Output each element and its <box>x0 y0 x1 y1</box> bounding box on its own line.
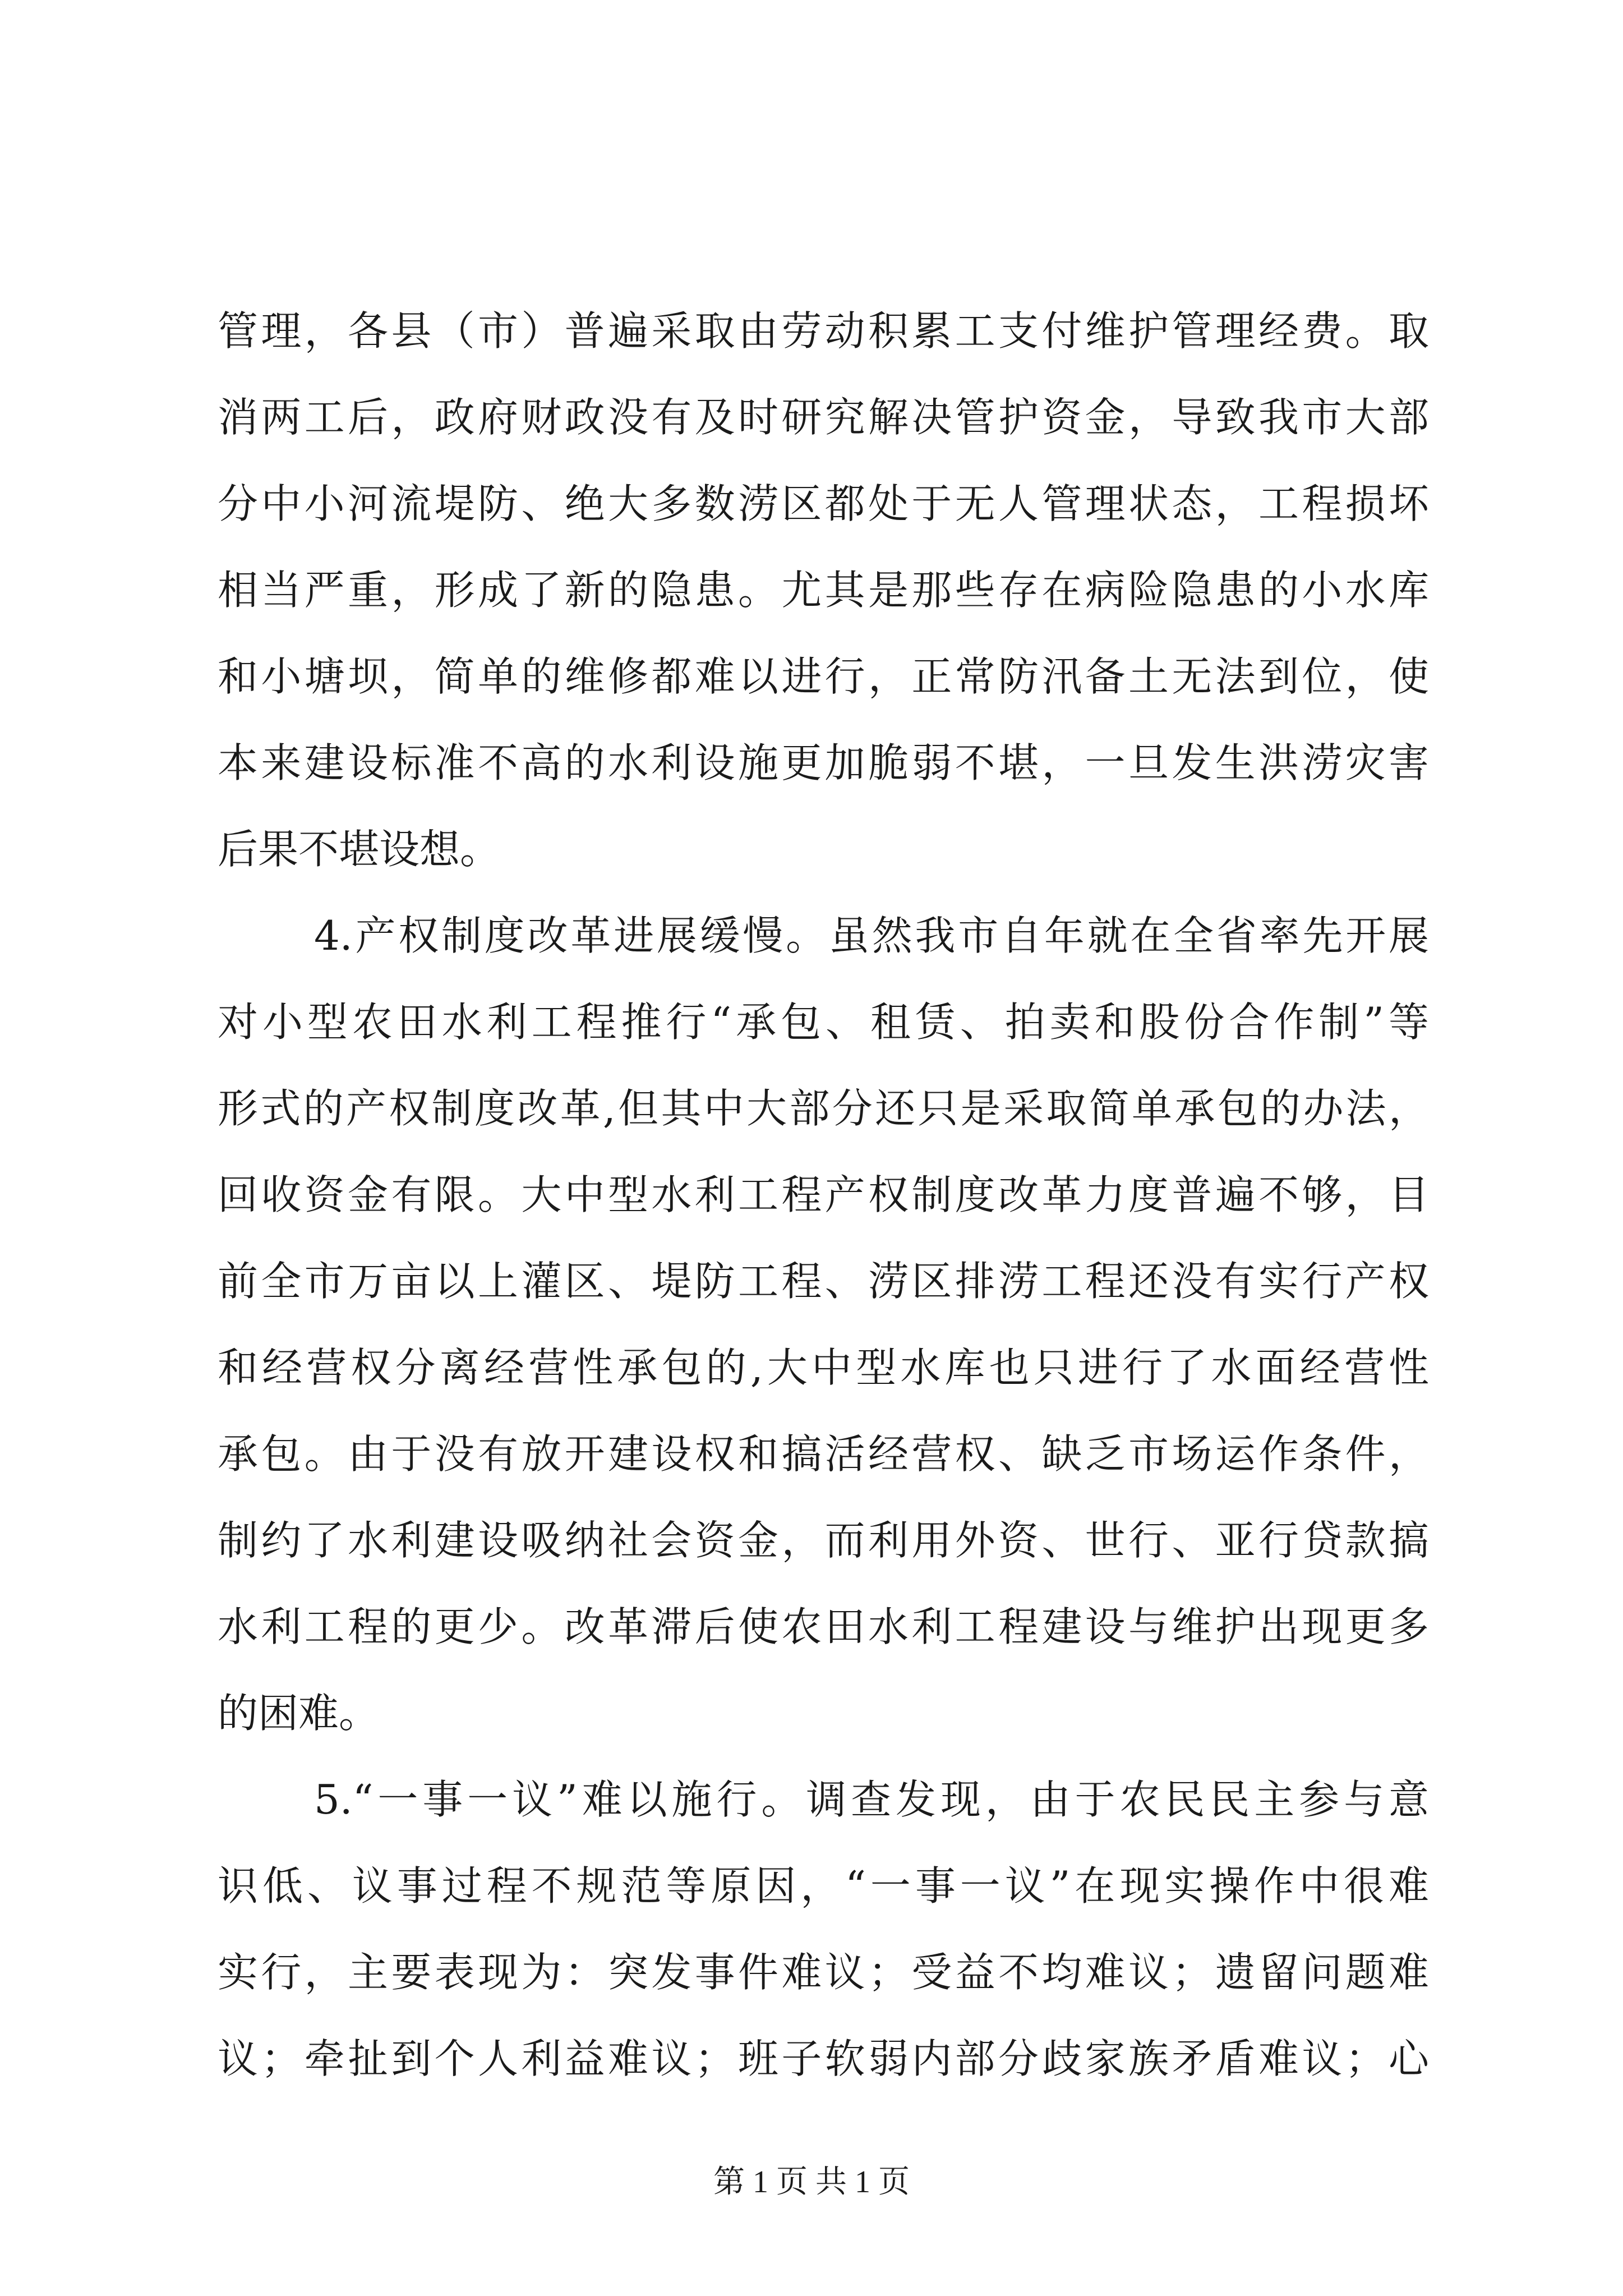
text-line: 回收资金有限。大中型水利工程产权制度改革力度普遍不够，目 <box>218 1171 1429 1218</box>
text-line: 制约了水利建设吸纳社会资金，而利用外资、世行、亚行贷款搞 <box>218 1517 1429 1564</box>
text-line: 前全市万亩以上灌区、堤防工程、涝区排涝工程还没有实行产权 <box>218 1258 1429 1305</box>
text-line: 承包。由于没有放开建设权和搞活经营权、缺乏市场运作条件， <box>218 1430 1429 1478</box>
text-line: 和经营权分离经营性承包的,大中型水库也只进行了水面经营性 <box>218 1344 1429 1391</box>
text-line: 本来建设标准不高的水利设施更加脆弱不堪，一旦发生洪涝灾害 <box>218 739 1429 786</box>
text-line: 的困难。 <box>218 1690 380 1737</box>
text-line: 和小塘坝，简单的维修都难以进行，正常防汛备土无法到位，使 <box>218 653 1429 700</box>
text-line: 识低、议事过程不规范等原因，“一事一议”在现实操作中很难 <box>218 1862 1429 1910</box>
paragraph-heading-line: 5.“一事一议”难以施行。调查发现，由于农民民主参与意 <box>314 1776 1429 1823</box>
text-line: 后果不堪设想。 <box>218 826 501 873</box>
text-line: 议；牵扯到个人利益难议；班子软弱内部分歧家族矛盾难议；心 <box>218 2035 1429 2082</box>
text-line: 形式的产权制度改革,但其中大部分还只是采取简单承包的办法， <box>218 1085 1429 1132</box>
paragraph-heading-line: 4.产权制度改革进展缓慢。虽然我市自年就在全省率先开展 <box>314 912 1429 959</box>
text-line: 相当严重，形成了新的隐患。尤其是那些存在病险隐患的小水库 <box>218 567 1429 614</box>
text-line: 消两工后，政府财政没有及时研究解决管护资金，导致我市大部 <box>218 394 1429 441</box>
page-footer: 第 1 页 共 1 页 <box>713 2165 910 2200</box>
text-line: 管理，各县（市）普遍采取由劳动积累工支付维护管理经费。取 <box>218 307 1429 355</box>
text-line: 分中小河流堤防、绝大多数涝区都处于无人管理状态，工程损坏 <box>218 480 1429 527</box>
text-line: 对小型农田水利工程推行“承包、租赁、拍卖和股份合作制”等 <box>218 999 1429 1046</box>
text-line: 实行，主要表现为：突发事件难议；受益不均难议；遗留问题难 <box>218 1949 1429 1996</box>
text-line: 水利工程的更少。改革滞后使农田水利工程建设与维护出现更多 <box>218 1603 1429 1650</box>
